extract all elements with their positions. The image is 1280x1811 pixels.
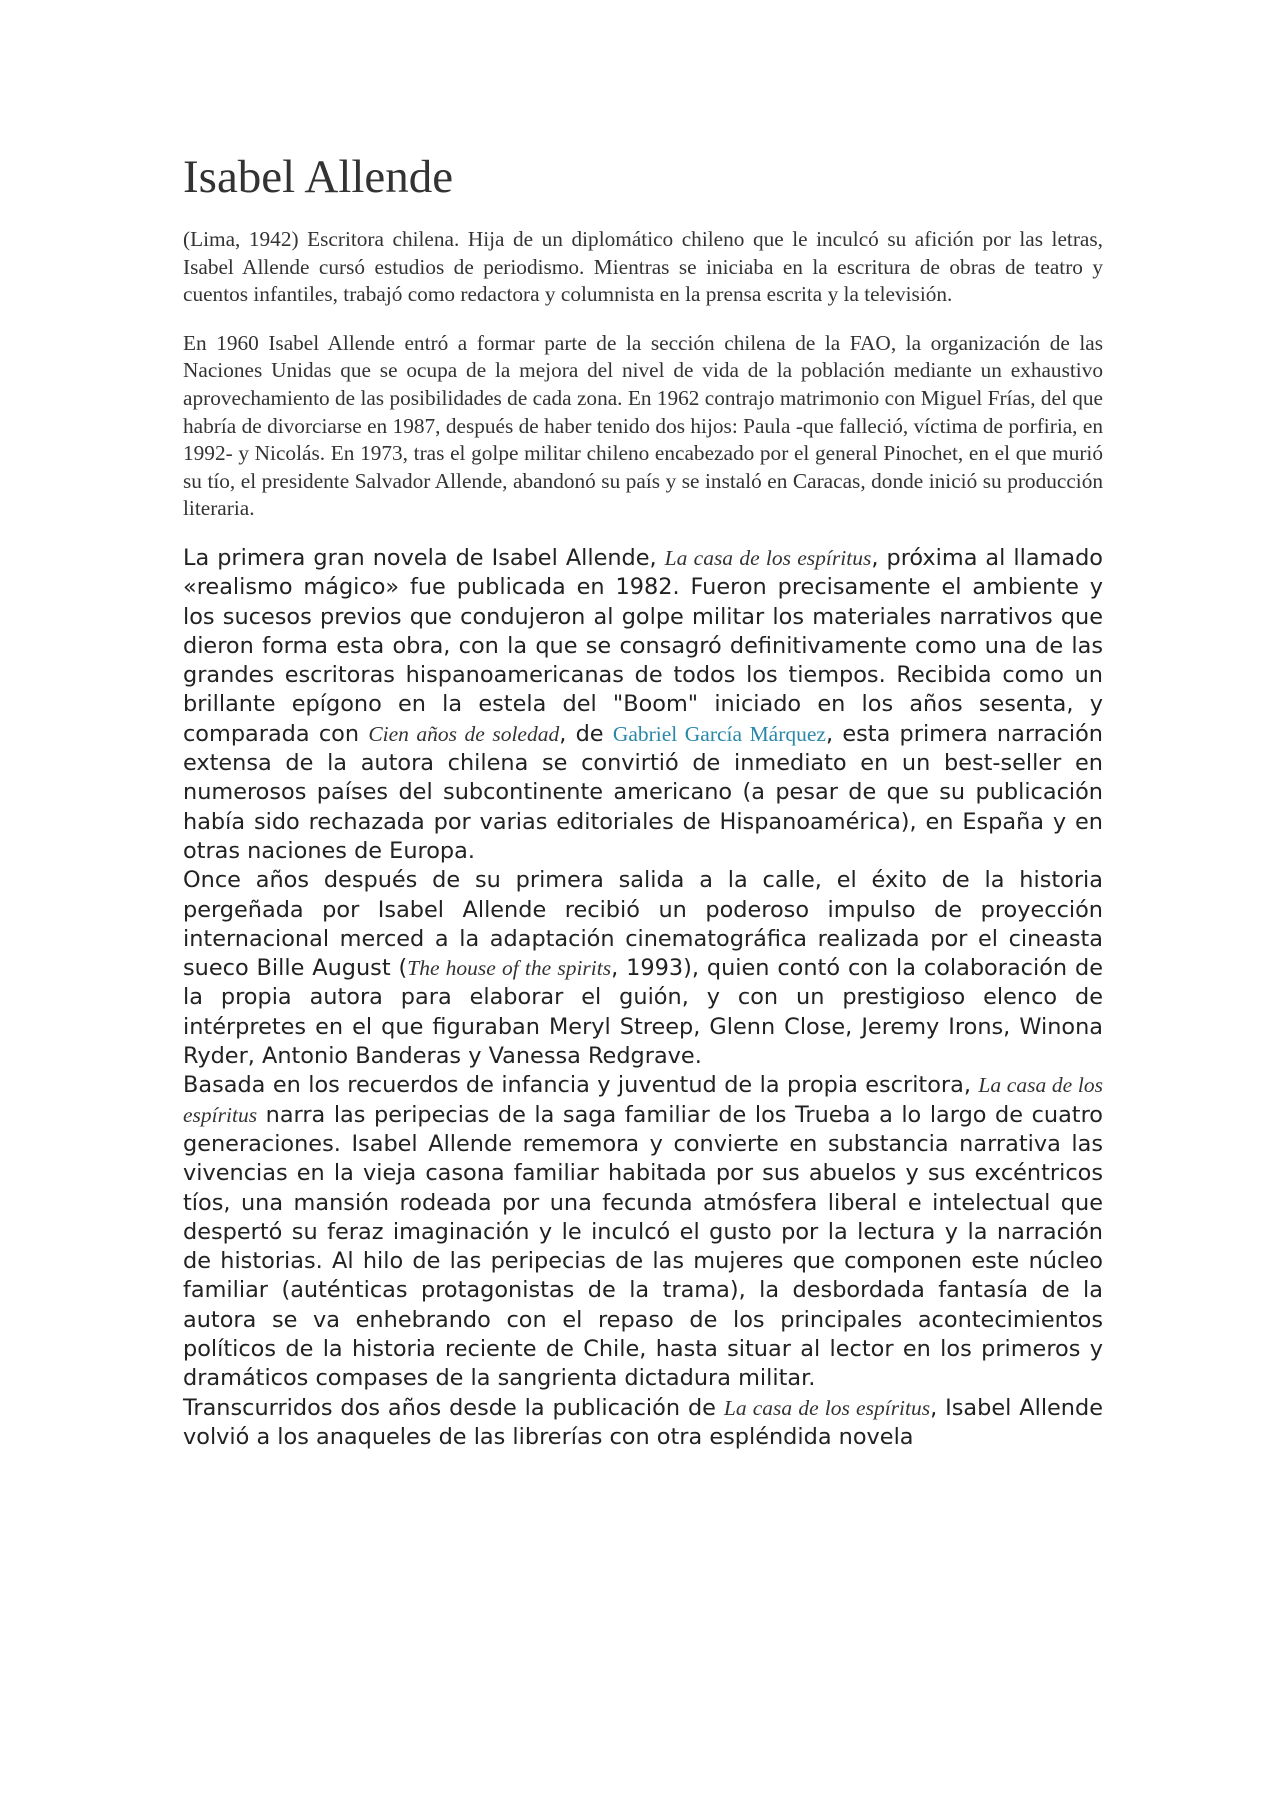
text-run: , Isabel Allende volvió a los anaqueles de las librerías con otra espléndida novela [183,1394,1103,1450]
text-run: Once años después de su primera salida a la calle, el éxito de la historia pergeñada por Isabel Allende recibió un poderoso impulso de proyección internacional merced a la adaptación cinematográfica realizada por el cineasta sueco Bille August ( [183,867,1103,982]
text-run: , de [559,720,613,747]
text-run: Basada en los recuerdos de infancia y juventud de la propia escritora, [183,1072,979,1099]
novel-plot-paragraph [183,1071,1103,1393]
intro-paragraph: (Lima, 1942) Escritora chilena. Hija de un diplomático chileno que le inculcó su afición por las letras, Isabel Allende cursó estudios de periodismo. Mientras se iniciaba en la escritura de obras de teatro y cuentos infantiles, trabajó como redactora y columnista en la prensa escrita y la televisión. [183,227,1103,307]
book-title-cien-anos: Cien años de soledad [368,721,560,746]
book-title-casa-espiritus: La casa de los espíritus [723,1395,931,1420]
film-adaptation-paragraph [183,866,1103,1071]
film-title: The house of the spirits [407,956,612,981]
text-run: , esta primera narración extensa de la autora chilena se convirtió de inmediato en un best-seller en numerosos países del subcontinente americano (a pesar de que su publicación había sido rechazada por varias editoriales de Hispanoamérica), en España y en otras naciones de Europa. [183,720,1103,864]
second-novel-paragraph [183,1394,1103,1453]
book-title-casa-espiritus: La casa de los espíritus [183,1073,1104,1127]
link-garcia-marquez[interactable]: Gabriel García Márquez [612,721,826,746]
first-novel-paragraph [183,544,1103,866]
text-run: narra las peripecias de la saga familiar de los Trueba a lo largo de cuatro generaciones. Isabel Allende rememora y convierte en substancia narrativa las vivencias en la vieja casona familiar habitada por sus abuelos y sus excéntricos tíos, una mansión rodeada por una fecunda atmósfera liberal e intelectual que despertó su feraz imaginación y le inculcó el gusto por la lectura y la narración de historias. Al hilo de las peripecias de las mujeres que componen este núcleo familiar (auténticas protagonistas de la trama), la desbordada fantasía de la autora se va enhebrando con el repaso de los principales acontecimientos políticos de la historia reciente de Chile, hasta situar al lector en los primeros y dramáticos compases de la sangrienta dictadura militar. [183,1101,1103,1392]
text-run: , próxima al llamado «realismo mágico» fue publicada en 1982. Fueron precisamente el ambiente y los sucesos previos que condujeron al golpe militar los materiales narrativos que dieron forma esta obra, con la que se consagró definitivamente como una de las grandes escritoras hispanoamericanas de todos los tiempos. Recibida como un brillante epígono en la estela del "Boom" iniciado en los años sesenta, y comparada con [183,544,1103,747]
book-title-casa-espiritus: La casa de los espíritus [664,545,872,570]
text-run: , 1993), quien contó con la colaboración de la propia autora para elaborar el guión, y con un prestigioso elenco de intérpretes en el que figuraban Meryl Streep, Glenn Close, Jeremy Irons, Winona Ryder, Antonio Banderas y Vanessa Redgrave. [183,955,1104,1070]
document-page [183,150,1103,1452]
body-text-block [183,544,1103,1452]
fao-paragraph: En 1960 Isabel Allende entró a formar parte de la sección chilena de la FAO, la organización de las Naciones Unidas que se ocupa de la mejora del nivel de vida de la población mediante un exhaustivo aprovechamiento de las posibilidades de cada zona. En 1962 contrajo matrimonio con Miguel Frías, del que habría de divorciarse en 1987, después de haber tenido dos hijos: Paula -que falleció, víctima de porfiria, en 1992- y Nicolás. En 1973, tras el golpe militar chileno encabezado por el general Pinochet, en el que murió su tío, el presidente Salvador Allende, abandonó su país y se instaló en Caracas, donde inició su producción literaria. [183,330,1103,521]
text-run: La primera gran novela de Isabel Allende, [183,544,665,571]
page-title: Isabel Allende [183,151,454,203]
text-run: Transcurridos dos años desde la publicación de [183,1394,724,1421]
